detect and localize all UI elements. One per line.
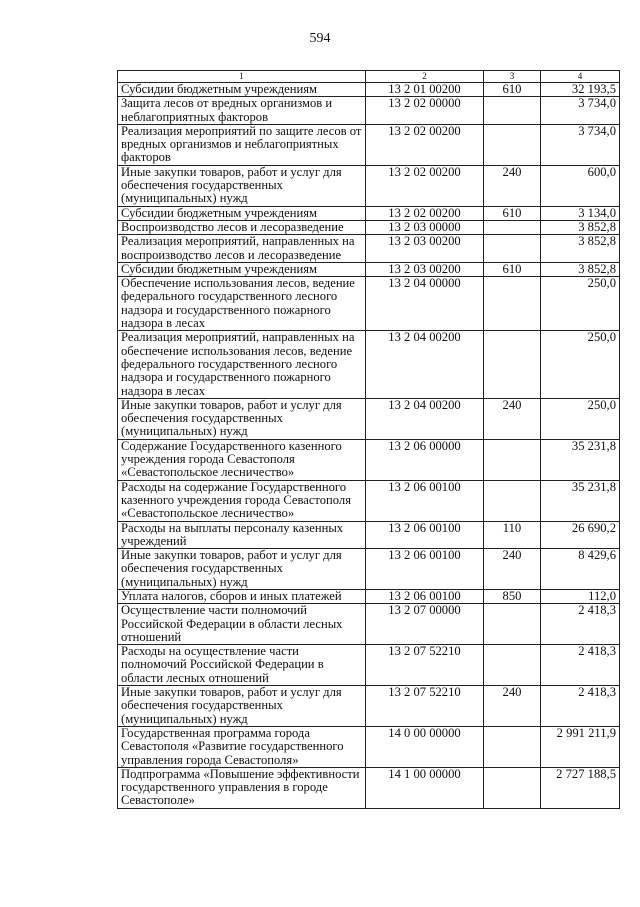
table-row (118, 206, 620, 220)
cell-code: 13 2 03 00200 (366, 262, 484, 276)
budget-table (117, 70, 620, 809)
cell-name: Расходы на содержание Государственного казенного учреждения города Севастополя «Севастопольское лесничество» (118, 480, 366, 521)
cell-sum: 35 231,8 (541, 480, 620, 521)
table-row (118, 165, 620, 206)
cell-name: Реализация мероприятий по защите лесов от вредных организмов и неблагоприятных факторов (118, 124, 366, 165)
table-row (118, 439, 620, 480)
table-row (118, 331, 620, 398)
cell-name: Иные закупки товаров, работ и услуг для обеспечения государственных (муниципальных) нужд (118, 165, 366, 206)
page-number: 594 (309, 31, 331, 46)
cell-code: 13 2 06 00100 (366, 521, 484, 549)
cell-code: 13 2 03 00000 (366, 220, 484, 234)
cell-name: Осуществление части полномочий Российской Федерации в области лесных отношений (118, 604, 366, 645)
cell-sum: 32 193,5 (541, 83, 620, 97)
cell-name: Расходы на выплаты персоналу казенных учреждений (118, 521, 366, 549)
cell-expense-type: 110 (484, 521, 541, 549)
cell-code: 13 2 06 00100 (366, 549, 484, 590)
cell-code: 13 2 04 00200 (366, 331, 484, 398)
cell-name: Обеспечение использования лесов, ведение федерального государственного лесного надзора и государственного пожарного надзора в лесах (118, 277, 366, 331)
cell-name: Содержание Государственного казенного учреждения города Севастополя «Севастопольское лесничество» (118, 439, 366, 480)
cell-expense-type (484, 331, 541, 398)
cell-sum: 3 734,0 (541, 97, 620, 125)
cell-code: 13 2 04 00000 (366, 277, 484, 331)
cell-name: Расходы на осуществление части полномочий Российской Федерации в области лесных отношений (118, 645, 366, 686)
cell-sum: 3 852,8 (541, 220, 620, 234)
cell-sum: 250,0 (541, 277, 620, 331)
table-row (118, 97, 620, 125)
table-row (118, 645, 620, 686)
cell-expense-type (484, 124, 541, 165)
cell-sum: 8 429,6 (541, 549, 620, 590)
cell-sum: 26 690,2 (541, 521, 620, 549)
cell-sum: 3 852,8 (541, 235, 620, 263)
cell-sum: 3 852,8 (541, 262, 620, 276)
table-row (118, 262, 620, 276)
table-row (118, 726, 620, 767)
cell-code: 13 2 06 00100 (366, 480, 484, 521)
table-row (118, 124, 620, 165)
cell-expense-type: 240 (484, 165, 541, 206)
cell-expense-type: 610 (484, 83, 541, 97)
header-col-1: 1 (118, 71, 366, 83)
header-col-2: 2 (366, 71, 484, 83)
cell-code: 13 2 06 00100 (366, 589, 484, 603)
cell-expense-type (484, 480, 541, 521)
cell-name: Государственная программа города Севастополя «Развитие государственного управления города Севастополя» (118, 726, 366, 767)
cell-sum: 35 231,8 (541, 439, 620, 480)
cell-sum: 3 134,0 (541, 206, 620, 220)
cell-expense-type: 850 (484, 589, 541, 603)
cell-sum: 2 991 211,9 (541, 726, 620, 767)
cell-name: Иные закупки товаров, работ и услуг для обеспечения государственных (муниципальных) нужд (118, 398, 366, 439)
cell-expense-type (484, 604, 541, 645)
cell-code: 13 2 01 00200 (366, 83, 484, 97)
cell-name: Воспроизводство лесов и лесоразведение (118, 220, 366, 234)
cell-sum: 2 418,3 (541, 645, 620, 686)
cell-name: Реализация мероприятий, направленных на обеспечение использования лесов, ведение федерального государственного лесного надзора и государственного пожарного надзора в лесах (118, 331, 366, 398)
cell-sum: 250,0 (541, 398, 620, 439)
cell-expense-type: 610 (484, 262, 541, 276)
cell-code: 13 2 07 52210 (366, 686, 484, 727)
cell-code: 13 2 07 52210 (366, 645, 484, 686)
table-row (118, 686, 620, 727)
cell-code: 13 2 07 00000 (366, 604, 484, 645)
cell-expense-type (484, 726, 541, 767)
header-col-3: 3 (484, 71, 541, 83)
table-row (118, 549, 620, 590)
cell-name: Иные закупки товаров, работ и услуг для обеспечения государственных (муниципальных) нужд (118, 549, 366, 590)
table-row (118, 604, 620, 645)
cell-expense-type (484, 97, 541, 125)
table-body (118, 83, 620, 809)
table-row (118, 521, 620, 549)
cell-name: Защита лесов от вредных организмов и неблагоприятных факторов (118, 97, 366, 125)
cell-code: 13 2 02 00200 (366, 124, 484, 165)
cell-sum: 600,0 (541, 165, 620, 206)
cell-sum: 2 418,3 (541, 686, 620, 727)
cell-expense-type: 240 (484, 398, 541, 439)
cell-sum: 112,0 (541, 589, 620, 603)
cell-expense-type (484, 645, 541, 686)
cell-code: 14 0 00 00000 (366, 726, 484, 767)
cell-code: 13 2 03 00200 (366, 235, 484, 263)
table-row (118, 398, 620, 439)
cell-name: Субсидии бюджетным учреждениям (118, 206, 366, 220)
cell-code: 13 2 02 00200 (366, 165, 484, 206)
cell-sum: 3 734,0 (541, 124, 620, 165)
cell-code: 13 2 02 00000 (366, 97, 484, 125)
cell-name: Субсидии бюджетным учреждениям (118, 262, 366, 276)
cell-name: Иные закупки товаров, работ и услуг для обеспечения государственных (муниципальных) нужд (118, 686, 366, 727)
cell-expense-type: 240 (484, 549, 541, 590)
header-col-4: 4 (541, 71, 620, 83)
cell-expense-type: 610 (484, 206, 541, 220)
table-header (118, 71, 620, 83)
table-row (118, 767, 620, 808)
cell-expense-type (484, 439, 541, 480)
table-row (118, 83, 620, 97)
cell-name: Подпрограмма «Повышение эффективности государственного управления в городе Севастополе» (118, 767, 366, 808)
cell-sum: 250,0 (541, 331, 620, 398)
cell-code: 14 1 00 00000 (366, 767, 484, 808)
table-row (118, 589, 620, 603)
cell-expense-type (484, 220, 541, 234)
table-row (118, 277, 620, 331)
cell-expense-type (484, 277, 541, 331)
cell-name: Уплата налогов, сборов и иных платежей (118, 589, 366, 603)
cell-expense-type: 240 (484, 686, 541, 727)
cell-expense-type (484, 767, 541, 808)
cell-name: Реализация мероприятий, направленных на воспроизводство лесов и лесоразведение (118, 235, 366, 263)
cell-expense-type (484, 235, 541, 263)
table-row (118, 220, 620, 234)
table-row (118, 480, 620, 521)
table-row (118, 235, 620, 263)
cell-sum: 2 727 188,5 (541, 767, 620, 808)
cell-name: Субсидии бюджетным учреждениям (118, 83, 366, 97)
cell-sum: 2 418,3 (541, 604, 620, 645)
cell-code: 13 2 06 00000 (366, 439, 484, 480)
cell-code: 13 2 04 00200 (366, 398, 484, 439)
cell-code: 13 2 02 00200 (366, 206, 484, 220)
